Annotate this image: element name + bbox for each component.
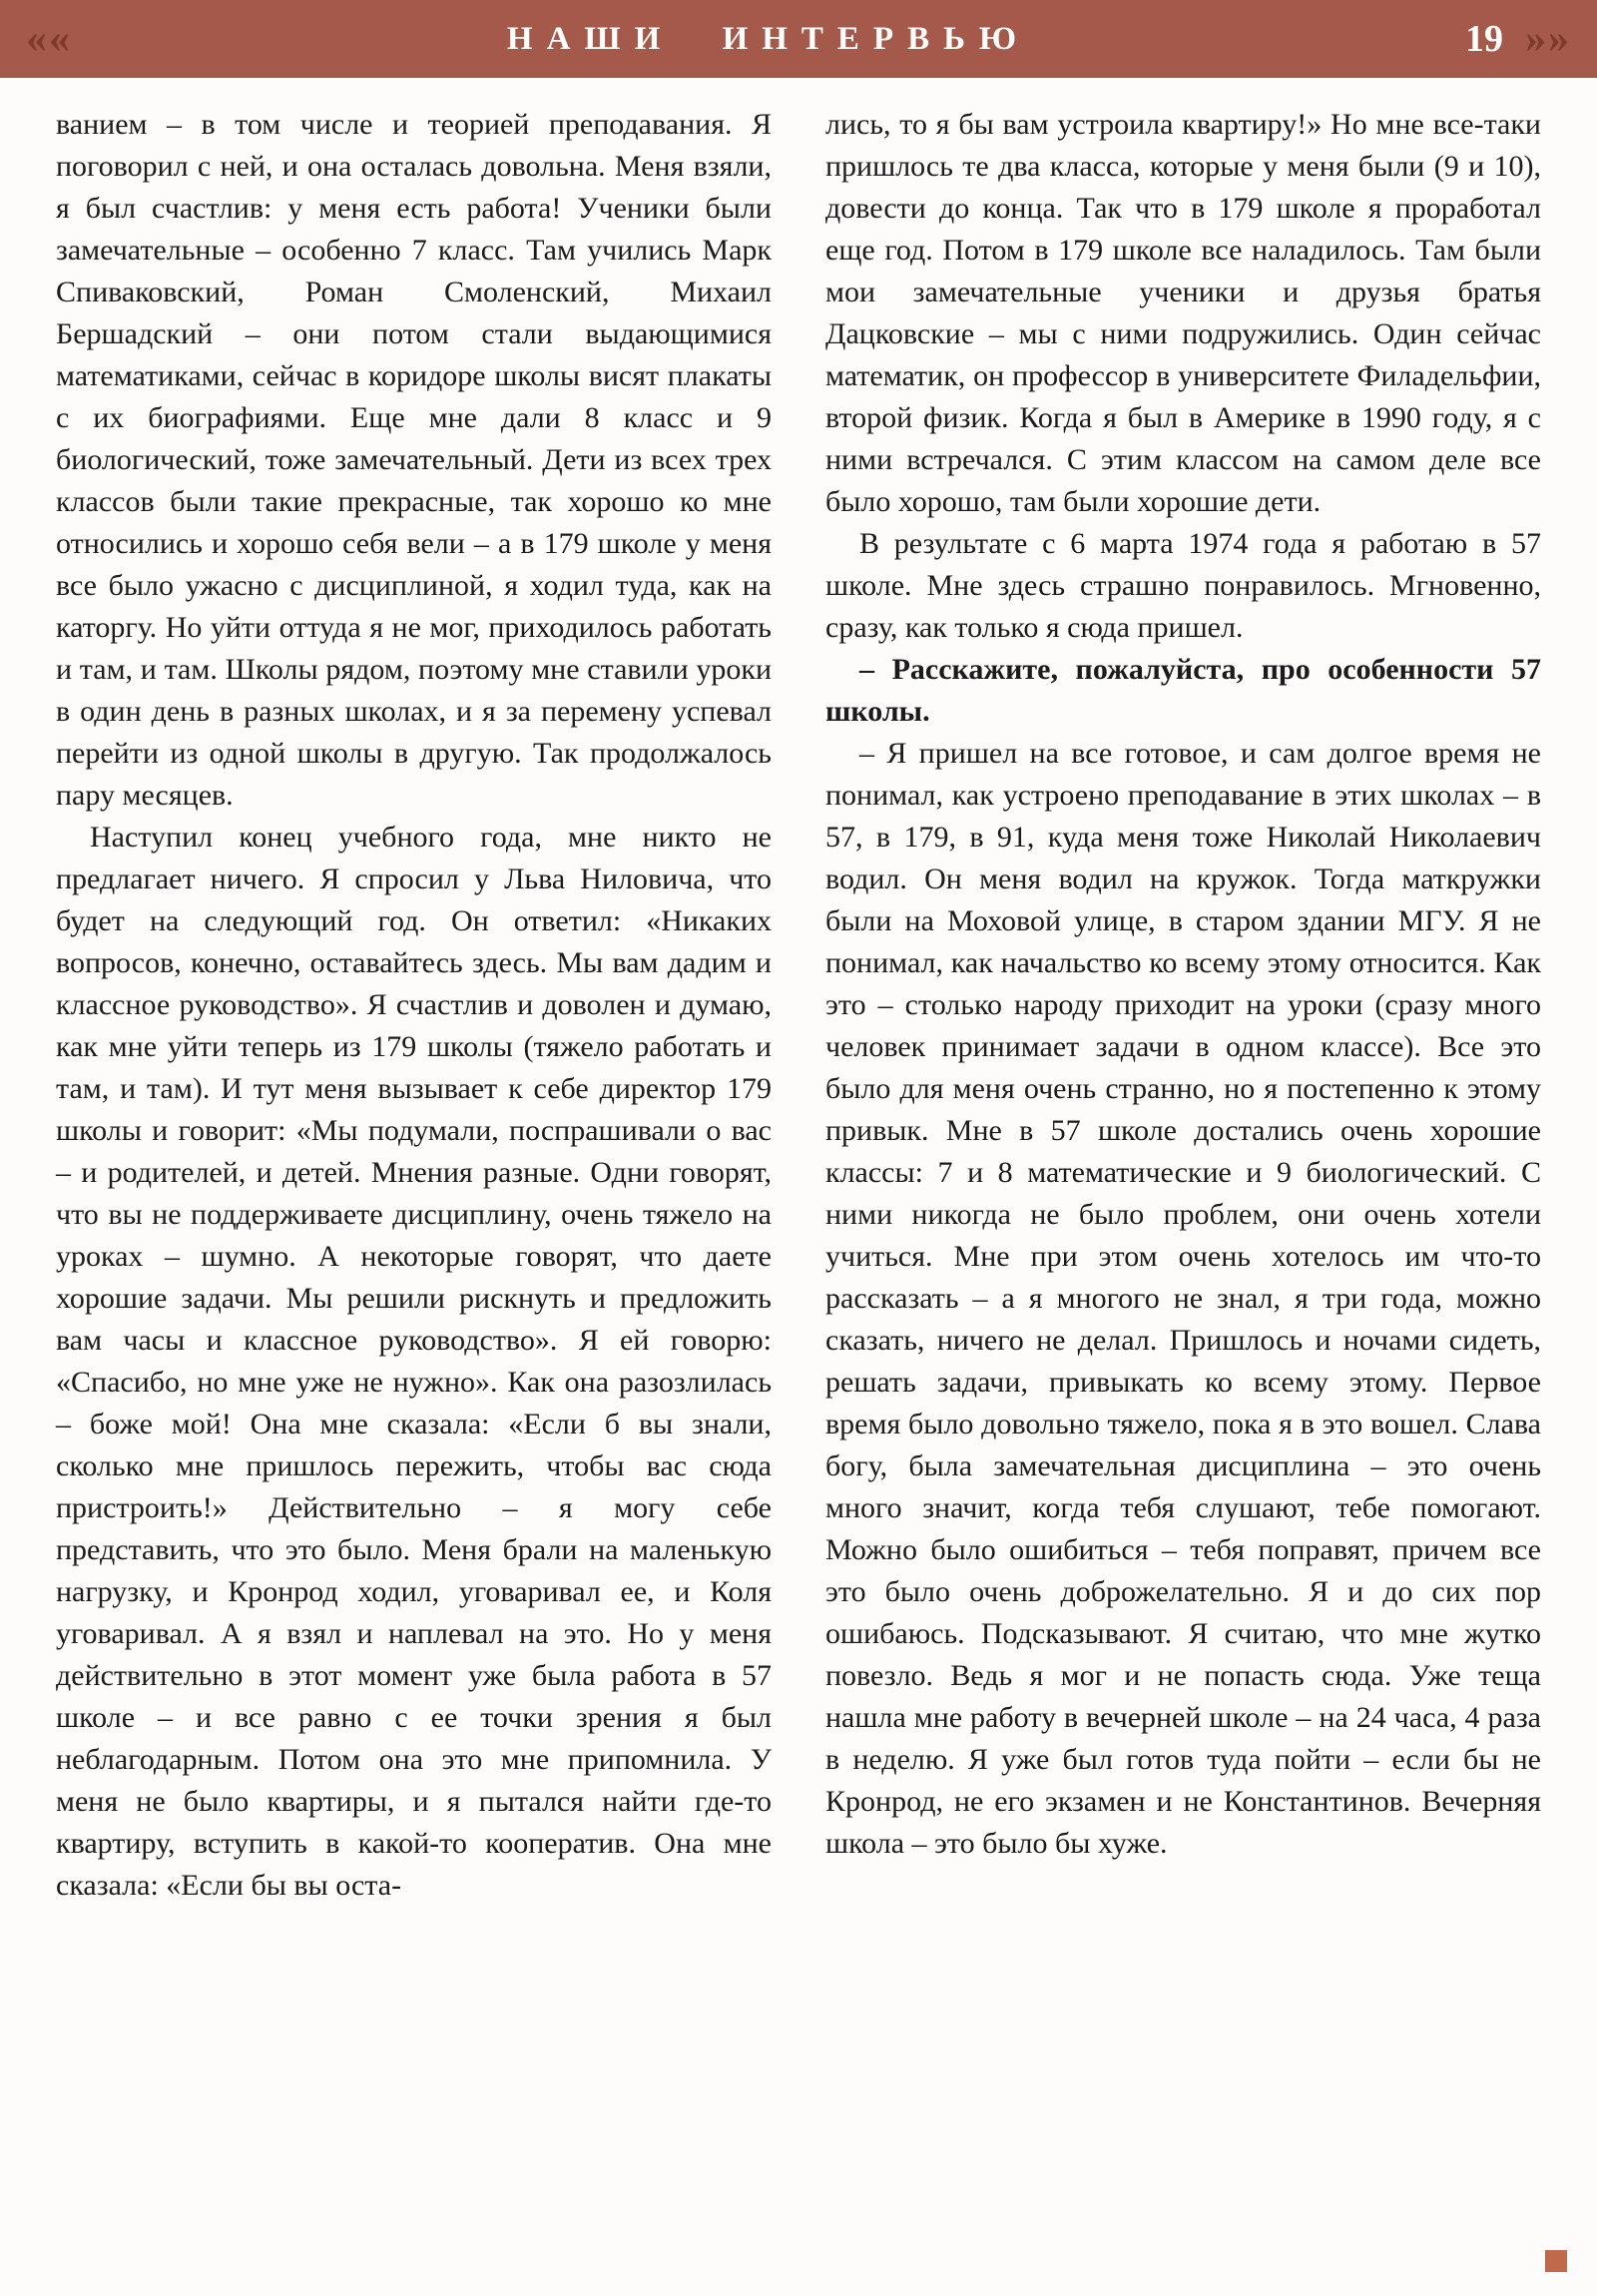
article-body: [0, 78, 1597, 1907]
paragraph: В результате с 6 марта 1974 года я работаю в 57 школе. Мне здесь страшно понравилось. Мгновенно, сразу, как только я сюда пришел.: [825, 527, 1541, 644]
end-of-article-marker: [1545, 2250, 1567, 2272]
paragraph: – Я пришел на все готовое, и сам долгое время не понимал, как устроено преподавание в этих школах – в 57, в 179, в 91, куда меня тоже Николай Николаевич водил. Он меня водил на кружок. Тогда маткружки были на Моховой улице, в старом здании МГУ. Я не понимал, как начальство ко всему этому относится. Как это – столько народу приходит на уроки (сразу много человек принимает задачи в одном классе). Все это было для меня очень странно, но я постепенно к этому привык. Мне в 57 школе достались очень хорошие классы: 7 и 8 математические и 9 биологический. С ними никогда не было проблем, они очень хотели учиться. Мне при этом очень хотелось им что-то рассказать – а я многого не знал, я три года, можно сказать, ничего не делал. Пришлось и ночами сидеть, решать задачи, привыкать ко всему этому. Первое время было довольно тяжело, пока я в это вошел. Слава богу, была замечательная дисциплина – это очень много значит, когда тебя слушают, тебе помогают. Можно было ошибиться – тебя поправят, причем все это было очень доброжелательно. Я и до сих пор ошибаюсь. Подсказывают. Я считаю, что мне жутко повезло. Ведь я мог и не попасть сюда. Уже теща нашла мне работу в вечерней школе – на 24 часа, 4 раза в неделю. Я уже был готов туда пойти – если бы не Кронрод, не его экзамен и не Константинов. Вечерняя школа – это было бы хуже.: [825, 737, 1541, 1860]
page-header: [0, 0, 1597, 78]
paragraph: ванием – в том числе и теорией преподавания. Я поговорил с ней, и она осталась довольна. Меня взяли, я был счастлив: у меня есть работа! Ученики были замечательные – особенно 7 класс. Там учились Марк Спиваковский, Роман Смоленский, Михаил Бершадский – они потом стали выдающимися математиками, сейчас в коридоре школы висят плакаты с их биографиями. Еще мне дали 8 класс и 9 биологический, тоже замечательный. Дети из всех трех классов были такие прекрасные, так хорошо ко мне относились и хорошо себя вели – а в 179 школе у меня все было ужасно с дисциплиной, я ходил туда, как на каторгу. Но уйти оттуда я не мог, приходилось работать и там, и там. Школы рядом, поэтому мне ставили уроки в один день в разных школах, и я за перемену успевал перейти из одной школы в другую. Так продолжалось пару месяцев.: [56, 108, 772, 812]
page-title: НАШИ ИНТЕРВЬЮ: [506, 20, 1031, 57]
header-left-guillemets-icon: ««: [26, 16, 72, 62]
page-number: 19: [1465, 18, 1503, 60]
header-right-guillemets-icon: »»: [1525, 16, 1571, 62]
interview-question-paragraph: – Расскажите, пожалуйста, про особенности 57 школы.: [825, 653, 1541, 728]
paragraph: лись, то я бы вам устроила квартиру!» Но мне все-таки пришлось те два класса, которые у меня были (9 и 10), довести до конца. Так что в 179 школе я проработал еще год. Потом в 179 школе все наладилось. Там были мои замечательные ученики и друзья братья Дацковские – мы с ними подружились. Один сейчас математик, он профессор в университете Филадельфии, второй физик. Когда я был в Америке в 1990 году, я с ними встречался. С этим классом на самом деле все было хорошо, там были хорошие дети.: [825, 108, 1541, 518]
right-column: [825, 104, 1541, 1907]
paragraph: Наступил конец учебного года, мне никто не предлагает ничего. Я спросил у Льва Ниловича, что будет на следующий год. Он ответил: «Никаких вопросов, конечно, оставайтесь здесь. Мы вам дадим и классное руководство». Я счастлив и доволен и думаю, как мне уйти теперь из 179 школы (тяжело работать и там, и там). И тут меня вызывает к себе директор 179 школы и говорит: «Мы подумали, поспрашивали о вас – и родителей, и детей. Мнения разные. Одни говорят, что вы не поддерживаете дисциплину, очень тяжело на уроках – шумно. А некоторые говорят, что даете хорошие задачи. Мы решили рискнуть и предложить вам часы и классное руководство». Я ей говорю: «Спасибо, но мне уже не нужно». Как она разозлилась – боже мой! Она мне сказала: «Если б вы знали, сколько мне пришлось пережить, чтобы вас сюда пристроить!» Действительно – я могу себе представить, что это было. Меня брали на маленькую нагрузку, и Кронрод ходил, уговаривал ее, и Коля уговаривал. А я взял и наплевал на это. Но у меня действительно в этот момент уже была работа в 57 школе – и все равно с ее точки зрения я был неблагодарным. Потом она это мне припомнила. У меня не было квартиры, и я пытался найти где-то квартиру, вступить в какой-то кооператив. Она мне сказала: «Если бы вы оста-: [56, 821, 772, 1902]
left-column: [56, 104, 772, 1907]
